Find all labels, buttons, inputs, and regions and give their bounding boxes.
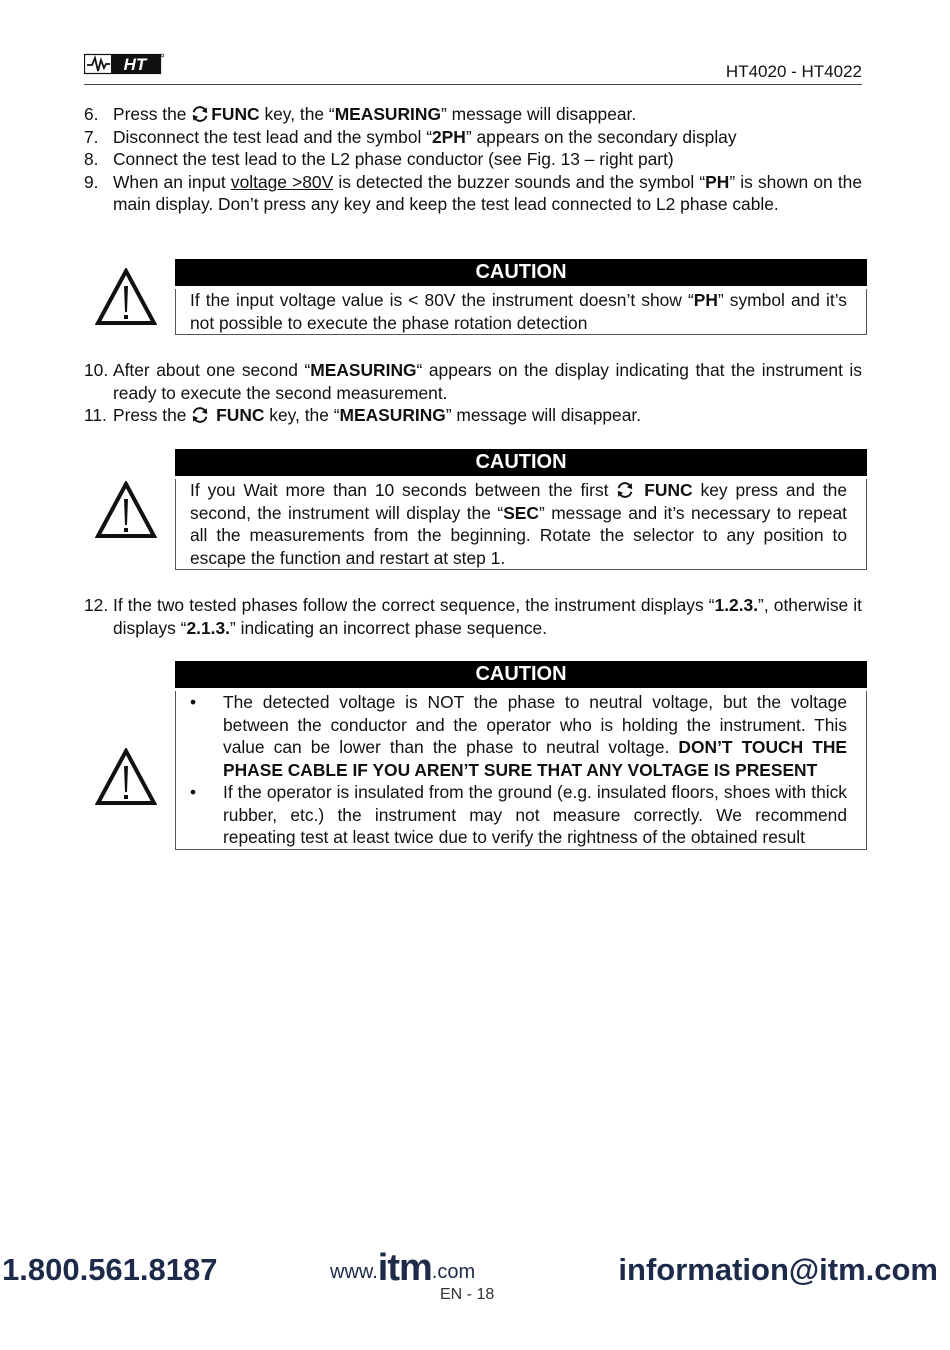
web-prefix: www. xyxy=(330,1261,378,1283)
doc-title: HT4020 - HT4022 xyxy=(725,62,862,81)
text: If the input voltage value is < 80V the instrument doesn’t show “ xyxy=(190,290,694,310)
step-number: 8. xyxy=(84,149,99,169)
bullet-dot: • xyxy=(190,782,197,802)
text: If the two tested phases follow the correct sequence, the instrument displays “ xyxy=(113,595,715,615)
step-text xyxy=(113,171,862,216)
text: ” symbol and it’s not possible to execute the phase rotation detection xyxy=(190,290,847,333)
bold-term: PH xyxy=(693,290,718,310)
text: ” appears on the secondary display xyxy=(465,126,737,147)
step-number: 12. xyxy=(84,595,109,615)
warning-triangle-icon xyxy=(95,481,157,539)
warning-triangle-icon xyxy=(95,748,157,806)
warning-triangle-icon xyxy=(95,268,157,326)
page-header xyxy=(84,52,862,85)
func-rotate-icon xyxy=(616,481,634,499)
bold-term: MEASURING xyxy=(339,405,446,425)
footer-website[interactable] xyxy=(330,1248,475,1288)
bold-term: 2.1.3. xyxy=(186,617,230,638)
text: key, the “ xyxy=(259,104,335,124)
step-number: 10. xyxy=(84,360,109,380)
text: key, the “ xyxy=(264,405,340,425)
func-key-label: FUNC xyxy=(644,480,693,500)
step-number: 7. xyxy=(84,126,99,147)
text: ” indicating an incorrect phase sequence. xyxy=(229,617,548,638)
steps-list-c xyxy=(84,594,862,639)
step-text: Connect the test lead to the L2 phase conductor (see Fig. 13 – right part) xyxy=(113,149,674,169)
text: “ appears on the display indicating that the instrument is ready to execute the second measurement. xyxy=(113,360,862,403)
underlined-term: voltage >80V xyxy=(230,171,334,192)
text: key press and the second, the instrument will display the “ xyxy=(190,480,847,523)
step-text xyxy=(113,103,862,126)
func-rotate-icon xyxy=(191,406,209,424)
bullet-text: If the operator is insulated from the ground (e.g. insulated floors, shoes with thick rubber, etc.) the instrument may not measure correctly. We recommend repeating test at least twice due to verify the rightness of the obtained result xyxy=(223,782,847,847)
bullet-dot: • xyxy=(190,692,197,712)
step-number: 6. xyxy=(84,104,99,124)
caution-body xyxy=(175,691,867,850)
text: ” message and it’s necessary to repeat all the measurements from the beginning. Rotate the selector to any position to escape the function and restart at step 1. xyxy=(190,502,847,568)
step-8 xyxy=(84,148,862,171)
func-key-label: FUNC xyxy=(216,405,265,425)
step-10 xyxy=(84,359,862,404)
text: The detected voltage is NOT the phase to neutral voltage, but the voltage between the conductor and the operator who is holding the instrument. This value can be lower than the phase to neutral voltage. xyxy=(223,692,847,757)
step-12 xyxy=(84,594,862,639)
footer-email[interactable]: information@itm.com xyxy=(618,1252,938,1287)
text: ”, otherwise it displays “ xyxy=(113,595,862,638)
text: ” message will disappear. xyxy=(445,405,642,425)
steps-list-b xyxy=(84,359,862,427)
step-text xyxy=(113,404,862,427)
step-text xyxy=(113,126,862,149)
step-7 xyxy=(84,126,862,149)
text: When an input xyxy=(113,171,231,192)
bold-term: MEASURING xyxy=(310,360,417,380)
caution-body xyxy=(175,289,867,335)
bold-term: 1.2.3. xyxy=(714,595,759,615)
text: ” message will disappear. xyxy=(440,104,637,124)
logo-text: HT xyxy=(123,55,147,74)
caution-bullet-item xyxy=(190,691,847,781)
step-text xyxy=(113,359,862,404)
caution-bullet-item xyxy=(190,781,847,849)
caution-body xyxy=(175,479,867,570)
footer-phone: 1.800.561.8187 xyxy=(2,1252,218,1287)
bold-term: MEASURING xyxy=(334,104,441,124)
text: ” is shown on the main display. Don’t press any key and keep the test lead connected to L2 phase cable. xyxy=(113,171,863,214)
text: Disconnect the test lead and the symbol “ xyxy=(113,126,433,147)
bullet-text xyxy=(223,691,847,781)
web-brand: itm xyxy=(377,1247,432,1289)
bold-term: 2PH xyxy=(432,126,466,147)
text: After about one second “ xyxy=(113,360,311,380)
step-number: 9. xyxy=(84,171,99,192)
step-text xyxy=(113,594,862,639)
text: is detected the buzzer sounds and the symbol “ xyxy=(333,171,706,192)
func-rotate-icon xyxy=(191,105,209,123)
step-9 xyxy=(84,171,862,216)
text: Press the xyxy=(113,405,192,425)
steps-list-a xyxy=(84,103,862,216)
caution-box-3 xyxy=(175,661,867,850)
step-11 xyxy=(84,404,862,427)
func-key-label: FUNC xyxy=(211,104,260,124)
text: If you Wait more than 10 seconds between the first xyxy=(190,480,617,500)
caution-title: CAUTION xyxy=(175,449,867,476)
caution-box-1 xyxy=(175,259,867,335)
text: Press the xyxy=(113,104,192,124)
step-6 xyxy=(84,103,862,126)
footer-banner xyxy=(0,1248,950,1288)
caution-title: CAUTION xyxy=(175,259,867,286)
caution-box-2 xyxy=(175,449,867,570)
bold-term: PH xyxy=(705,171,730,192)
step-number: 11. xyxy=(84,405,107,425)
bold-term: SEC xyxy=(503,502,539,523)
ht-logo xyxy=(84,52,164,81)
web-suffix: .com xyxy=(431,1261,476,1283)
bold-warning: DON’T TOUCH THE PHASE CABLE IF YOU AREN’T SURE THAT ANY VOLTAGE IS PRESENT xyxy=(223,737,847,780)
caution-title: CAUTION xyxy=(175,661,867,688)
page-number: EN - 18 xyxy=(440,1286,495,1303)
